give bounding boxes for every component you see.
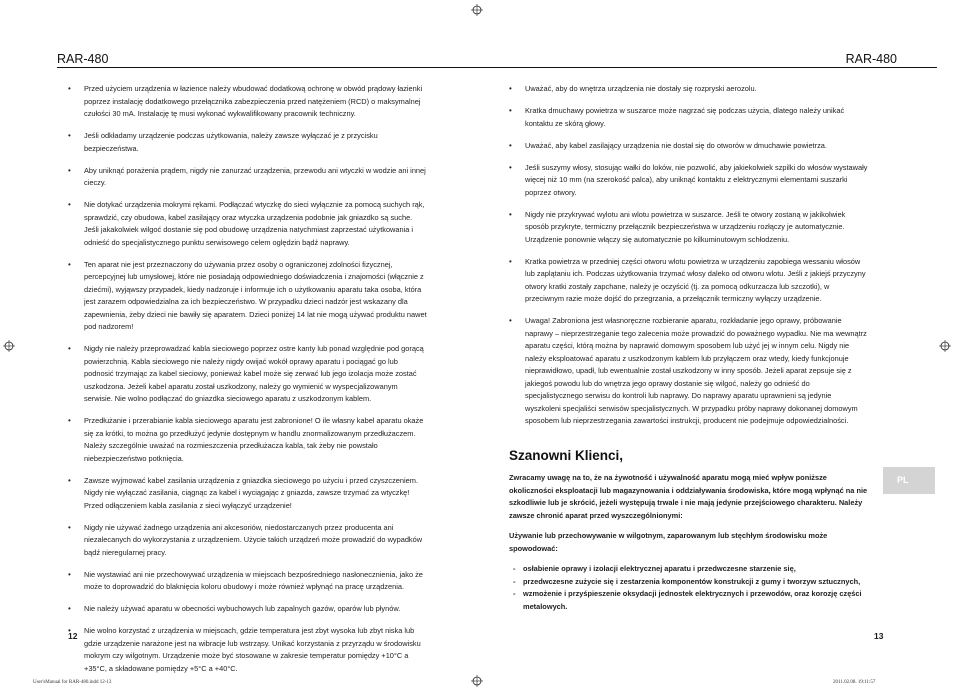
list-item: - przedwczesne zużycie się i zestarzenia komponentów konstrukcji z gumy i tworzyw sztucznych, xyxy=(509,576,869,589)
footer-timestamp: 2011.02.08. 19:11:57 xyxy=(833,680,876,685)
list-item: • Nie wolno korzystać z urządzenia w miejscach, gdzie temperatura jest zbyt wysoka lub zbyt niska lub gdzie urządzenie narażone jest na wibracje lub wstrząsy. Unikać korzystania z przyrządu w środowisku mokrym czy wilgotnym. Urządzenie może być stosowane w zakresie temperatur pomiędzy +10°C a +35°C, a składowane pomiędzy +5°C a +40°C. xyxy=(68,625,428,675)
list-item: • Kratka dmuchawy powietrza w suszarce może nagrzać się podczas użycia, dlatego należy unikać kontaktu ze skórą głowy. xyxy=(509,105,869,130)
registration-mark-icon xyxy=(939,340,951,352)
page-number-left: 12 xyxy=(68,631,78,641)
list-item: • Uważać, aby do wnętrza urządzenia nie dostały się rozpryski aerozolu. xyxy=(509,83,869,96)
registration-mark-icon xyxy=(471,675,483,687)
right-column xyxy=(509,83,869,613)
right-page xyxy=(477,0,954,691)
model-label-right: RAR-480 xyxy=(845,52,897,66)
list-item: • Ten aparat nie jest przeznaczony do używania przez osoby o ograniczonej zdolności fizycznej, percepcyjnej lub umysłowej, które nie posiadają odpowiedniego doświadczenia i znajomości (włącznie z dziećmi), wyjąwszy przypadek, kiedy nadzoruje i informuje ich o użytkowaniu aparatu taka osoba, która jest zarazem odpowiedzialna za ich bezpieczeństwo. W przypadku dzieci nadzór jest wskazany dla zapewnienia, żeby dzieci nie bawiły się aparatem. Dzieci poniżej 14 lat nie mogą używać produktu nawet pod nadzorem! xyxy=(68,259,428,334)
list-item: • Nie należy używać aparatu w obecności wybuchowych lub zapalnych gazów, oparów lub płynów. xyxy=(68,603,428,616)
list-item: • Nigdy nie używać żadnego urządzenia ani akcesoriów, niedostarczanych przez producenta ani niezalecanych do wykorzystania z urządzeniem. Użycie takich urządzeń może prowadzić do wypadków bądź nieregularnej pracy. xyxy=(68,522,428,560)
language-tab: PL xyxy=(883,467,935,494)
left-bullet-list xyxy=(68,83,428,675)
registration-mark-icon xyxy=(471,4,483,16)
list-item: • Jeśli suszymy włosy, stosując wałki do loków, nie pozwolić, aby jakiekolwiek szpilki do włosów wystawały więcej niż 10 mm (na szerokość palca), aby uniknąć kontaktu z elektrycznymi elementami suszarki poprzez otwory. xyxy=(509,162,869,200)
subintro-paragraph: Używanie lub przechowywanie w wilgotnym, zaparowanym lub stęchłym środowisku może spowodować: xyxy=(509,531,828,553)
intro-paragraph: Zwracamy uwagę na to, że na żywotność i używalność aparatu mogą mieć wpływ poniższe okoliczności eksploatacji lub magazynowania i oddziaływania środowiska, które mogą wpłynąć na nie szkodliwie lub je skrócić, jeżeli występują trwale i nie mają jedynie przejściowego charakteru. Należy zawsze chronić aparat przed wyszczególnionymi: xyxy=(509,473,868,520)
list-item: • Kratka powietrza w przedniej części otworu wlotu powietrza w urządzeniu zapobiega wessaniu włosów lub zaplątaniu ich. Podczas użytkowania trzymać włosy daleko od otworu wlotu. Jeśli z jakiejś przyczyny otwory kratki zostały zapchane, należy je oczyścić (tj. za pomocą odkurzacza lub szczotki), w przeciwnym razie może dojść do przegrzania, a przełącznik termiczny wyłączy urządzenie. xyxy=(509,256,869,306)
list-item: • Zawsze wyjmować kabel zasilania urządzenia z gniazdka sieciowego po użyciu i przed czyszczeniem. Nigdy nie wyłączać zasilania, ciągnąc za kabel i wyciągając z gniazda, zawsze trzymać za wtyczkę! Przed odłączeniem kabla zasilania z sieci wyłączyć urządzenie! xyxy=(68,475,428,513)
list-item: • Nie dotykać urządzenia mokrymi rękami. Podłączać wtyczkę do sieci wyłącznie za pomocą suchych rąk, sprawdzić, czy obudowa, kabel zasilający oraz wtyczka urządzenia podobnie jak gniazdko są suche. Jeśli jakakolwiek wilgoć dostanie się pod obudowę urządzenia natychmiast zaprzestać użytkowania i odnieść do specjalistycznego punktu serwisowego celem oględzin bądź naprawy. xyxy=(68,199,428,249)
list-item: - osłabienie oprawy i izolacji elektrycznej aparatu i przedwczesne starzenie się, xyxy=(509,563,869,576)
list-item: • Uwaga! Zabroniona jest własnoręczne rozbieranie aparatu, rozkładanie jego oprawy, próbowanie naprawy – nieprzestrzeganie tego zalecenia może prowadzić do poważnego wypadku. Nie ma wewnątrz aparatu części, którą można by naprawić domowym sposobem lub użyć jej w innym celu. Nigdy nie należy eksploatować aparatu z uszkodzonym kablem lub przyłączem oraz wtedy, kiedy funkcjonuje nieprawidłowo, upadł, lub ewentualnie został uszkodzony w inny sposób. Jeżeli aparat zepsuje się z jakiegoś powodu lub do wnętrza jego oprawy dostanie się wilgoć, należy go odnieść do specjalistycznego serwisu do kontroli lub naprawy. Do naprawy aparatu uprawnieni są jedynie wyszkoleni specjaliści serwisów specjalistycznych. W przypadku próby naprawy dokonanej domowym sposobem lub nieprzestrzegania zawartości instrukcji, producent nie podejmuje odpowiedzialności. xyxy=(509,315,869,428)
list-item: • Uważać, aby kabel zasilający urządzenia nie dostał się do otworów w dmuchawie powietrza. xyxy=(509,140,869,153)
list-item: - wzmożenie i przyśpieszenie oksydacji jednostek elektrycznych i przewodów, oraz korozję części metalowych. xyxy=(509,588,869,613)
list-item: • Nigdy nie przykrywać wylotu ani wlotu powietrza w suszarce. Jeśli te otwory zostaną w jakikolwiek sposób przykryte, termiczny przełącznik bezpieczeństwa w urządzeniu rozłączy je automatycznie. Urządzenie ponownie włączy się automatycznie po kilkuminutowym schłodzeniu. xyxy=(509,209,869,247)
model-label-left: RAR-480 xyxy=(57,52,109,66)
list-item: • Nigdy nie należy przeprowadzać kabla sieciowego poprzez ostre kanty lub ponad względnie pod gorącą powierzchnią. Kabla sieciowego nie należy nigdy owijać wokół oprawy aparatu i pociągać go lub podnosić trzymając za kabel sieciowy, ponieważ kabel może się zerwać lub jego izolacja może zostać uszkodzona. Jeżeli kabel aparatu został uszkodzony, należy go wymienić w wyspecjalizowanym serwisie. Nie wolno podłączać do gniazdka sieciowego aparatu z uszkodzonym kablem. xyxy=(68,343,428,406)
dash-list xyxy=(509,563,869,613)
list-item: • Nie wystawiać ani nie przechowywać urządzenia w miejscach bezpośredniego nasłonecznienia, jako że może to doprowadzić do blaknięcia koloru obudowy i może również wpłynąć na pracę urządzenia. xyxy=(68,569,428,594)
left-column xyxy=(68,83,428,685)
list-item: • Aby uniknąć porażenia prądem, nigdy nie zanurzać urządzenia, przewodu ani wtyczki w wodzie ani innej cieczy. xyxy=(68,165,428,190)
registration-mark-icon xyxy=(3,340,15,352)
footer-filename: User'sManual for RAR-480.indd 12-13 xyxy=(33,680,112,685)
right-bullet-list xyxy=(509,83,869,428)
section-heading: Szanowni Klienci, xyxy=(509,447,624,463)
list-item: • Jeśli odkładamy urządzenie podczas użytkowania, należy zawsze wyłączać je z przycisku bezpieczeństwa. xyxy=(68,130,428,155)
page-number-right: 13 xyxy=(874,631,884,641)
list-item: • Przedłużanie i przerabianie kabla sieciowego aparatu jest zabronione! O ile własny kabel aparatu okaże się za krótki, to można go przedłużyć jedynie dostępnym w handlu znormalizowanym przedłużaczem. Należy szczególnie uważać na rozmieszczenia przedłużacza kabla, tak żeby nie powstało niebezpieczeństwo potknięcia. xyxy=(68,415,428,465)
list-item: • Przed użyciem urządzenia w łazience należy wbudować dodatkową ochronę w obwód prądowy łazienki poprzez instalację dodatkowego przełącznika zabezpieczenia przed natężeniem (RCD) o maksymalnej czułości 30 mA. Instalację tę musi wykonać wykwalifikowany pracownik techniczny. xyxy=(68,83,428,121)
